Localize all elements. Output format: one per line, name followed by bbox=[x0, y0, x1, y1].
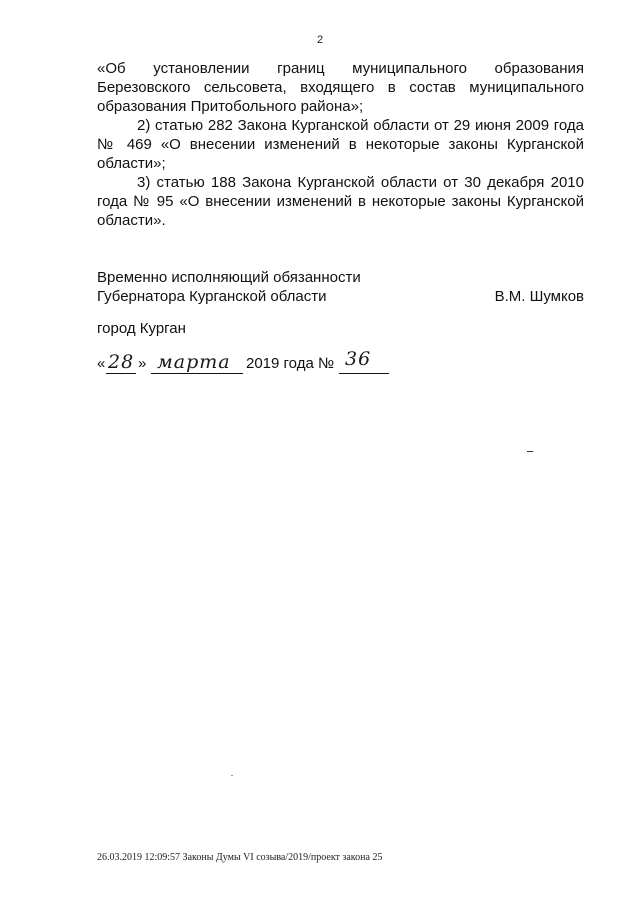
quote-close: » bbox=[138, 355, 147, 372]
city-name: город Курган bbox=[97, 320, 186, 337]
page-number: 2 bbox=[316, 34, 324, 46]
signer-block bbox=[97, 268, 584, 306]
paragraph-2: 2) статью 282 Закона Курганской области от 29 июня 2009 года № 469 «О внесении изменений в некоторые законы Курганской области»; bbox=[97, 117, 584, 172]
stray-dash-mark bbox=[527, 451, 533, 452]
handwritten-month: марта bbox=[157, 351, 231, 373]
day-underline bbox=[106, 373, 136, 374]
date-line bbox=[97, 348, 417, 378]
year-text: 2019 года № bbox=[246, 355, 335, 372]
law-body-text bbox=[97, 59, 584, 230]
month-underline bbox=[151, 373, 243, 374]
footer-file-path: 26.03.2019 12:09:57 Законы Думы VI созыва/2019/проект закона 25 bbox=[97, 852, 383, 863]
handwritten-day: 28 bbox=[108, 351, 135, 373]
paragraph-3: 3) статью 188 Закона Курганской области от 30 декабря 2010 года № 95 «О внесении изменений в некоторые законы Курганской области». bbox=[97, 174, 584, 229]
handwritten-number: 36 bbox=[345, 348, 372, 370]
paragraph-1: «Об установлении границ муниципального образования Березовского сельсовета, входящего в состав муниципального образования Притобольного района»; bbox=[97, 60, 584, 115]
signer-name: В.М. Шумков bbox=[494, 288, 584, 305]
quote-open: « bbox=[97, 355, 106, 372]
signer-title-line-2: Губернатора Курганской области bbox=[97, 288, 327, 305]
scan-speck bbox=[231, 775, 233, 776]
signer-row bbox=[97, 287, 584, 306]
number-underline bbox=[339, 373, 389, 374]
signer-title-line-1: Временно исполняющий обязанности bbox=[97, 269, 361, 286]
